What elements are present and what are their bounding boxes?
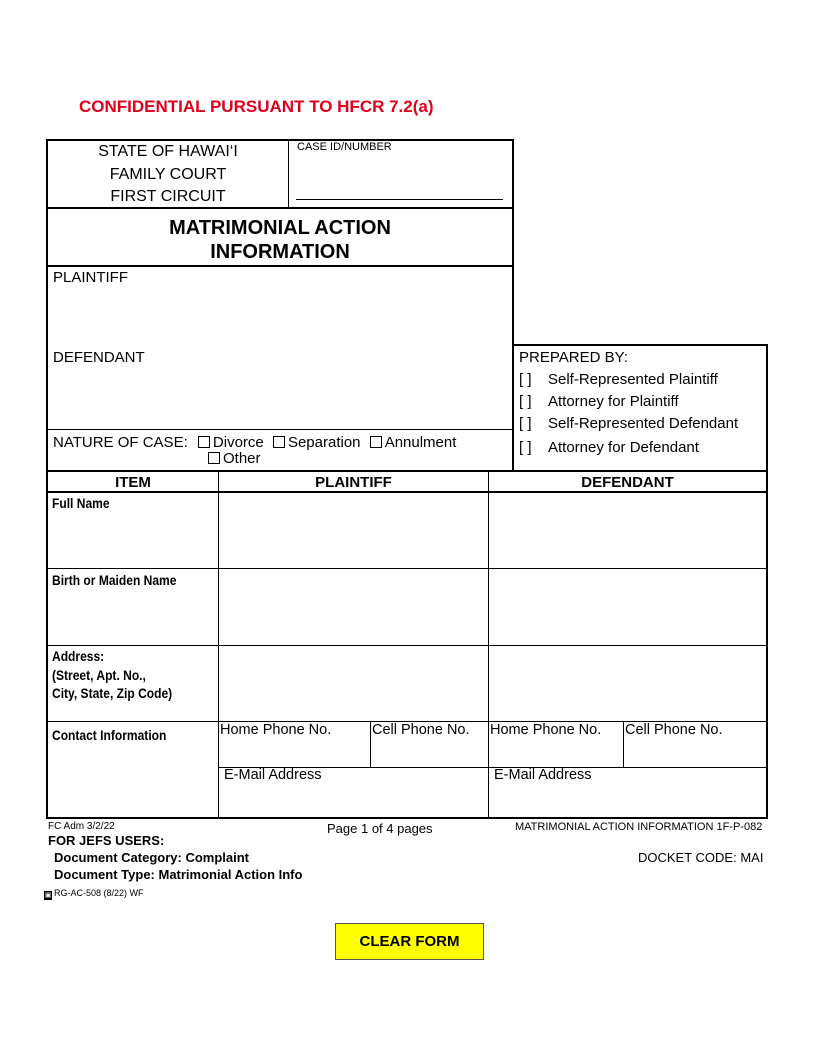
- nature-top: [46, 429, 514, 430]
- bracket-checkbox[interactable]: [ ]: [519, 393, 532, 410]
- row-label-birth-name: Birth or Maiden Name: [52, 572, 177, 588]
- doc-type: Document Type: Matrimonial Action Info: [54, 867, 303, 882]
- separation-checkbox[interactable]: [273, 436, 285, 448]
- defendant-birth-name-input[interactable]: [490, 570, 765, 644]
- header-divider: [288, 139, 289, 208]
- option-label: Self-Represented Defendant: [548, 415, 739, 432]
- jefs-info: [48, 832, 302, 883]
- header-plaintiff: PLAINTIFF: [315, 474, 392, 491]
- defendant-phone-divider: [623, 721, 624, 767]
- option-label: Attorney for Plaintiff: [548, 393, 679, 410]
- court-state: STATE OF HAWAI‘I: [98, 143, 238, 160]
- title-bottom: [46, 265, 514, 267]
- rgac-code: [44, 888, 144, 900]
- defendant-home-phone[interactable]: [490, 722, 622, 766]
- plaintiff-full-name-input[interactable]: [220, 494, 487, 567]
- case-id-label: CASE ID/NUMBER: [297, 141, 392, 153]
- cell-phone-label: Cell Phone No.: [625, 722, 723, 738]
- plaintiff-birth-name-input[interactable]: [220, 570, 487, 644]
- defendant-input[interactable]: [50, 368, 510, 426]
- address-line1: Address:: [52, 648, 105, 664]
- separation-label: Separation: [287, 434, 361, 451]
- nature-of-case: [53, 435, 456, 467]
- jefs-title: FOR JEFS USERS:: [48, 833, 165, 848]
- row-divider-1: [46, 568, 768, 569]
- other-checkbox[interactable]: [208, 452, 220, 464]
- plaintiff-cell-phone[interactable]: [372, 722, 487, 766]
- prepared-option-self-defendant[interactable]: [519, 413, 738, 435]
- plaintiff-input[interactable]: [50, 288, 510, 340]
- table-top: [46, 470, 768, 472]
- plaintiff-address-input[interactable]: [220, 647, 487, 720]
- row-label-contact: Contact Information: [52, 727, 167, 743]
- defendant-email[interactable]: [494, 767, 765, 815]
- row-divider-2: [46, 645, 768, 646]
- bracket-checkbox[interactable]: [ ]: [519, 439, 532, 456]
- nature-label: NATURE OF CASE:: [53, 434, 188, 451]
- annulment-label: Annulment: [384, 434, 457, 451]
- prepared-option-self-plaintiff[interactable]: [519, 369, 738, 391]
- divorce-label: Divorce: [212, 434, 264, 451]
- address-line2: (Street, Apt. No.,: [52, 666, 146, 683]
- prepared-by-label: PREPARED BY:: [519, 349, 628, 366]
- prepared-by: [519, 347, 738, 459]
- defendant-full-name-input[interactable]: [490, 494, 765, 567]
- frame-mid-right: [512, 139, 514, 471]
- confidential-notice: CONFIDENTIAL PURSUANT TO HFCR 7.2(a): [79, 97, 434, 116]
- form-title-line2: INFORMATION: [210, 241, 350, 263]
- rgac-text: RG-AC-508 (8/22) WF: [54, 888, 144, 898]
- divorce-checkbox[interactable]: [198, 436, 210, 448]
- form-date: FC Adm 3/2/22: [48, 821, 115, 832]
- page-number: Page 1 of 4 pages: [327, 821, 433, 836]
- table-bottom: [46, 817, 768, 819]
- prepared-top: [512, 344, 768, 346]
- prepared-option-attorney-defendant[interactable]: [519, 437, 738, 459]
- plaintiff-home-phone[interactable]: [220, 722, 369, 766]
- frame-right: [766, 344, 768, 819]
- form-title: [48, 216, 512, 264]
- cell-phone-label: Cell Phone No.: [372, 722, 470, 738]
- row-label-full-name: Full Name: [52, 495, 110, 511]
- form-title-line1: MATRIMONIAL ACTION: [169, 217, 391, 239]
- case-id-line: [296, 199, 503, 200]
- header-row-bottom: [46, 491, 768, 493]
- email-label: E-Mail Address: [494, 767, 592, 783]
- clear-form-button[interactable]: CLEAR FORM: [335, 923, 484, 960]
- plaintiff-label: PLAINTIFF: [53, 269, 129, 286]
- document-icon: ▣: [44, 892, 52, 899]
- plaintiff-phone-divider: [370, 721, 371, 767]
- address-line3: City, State, Zip Code): [52, 685, 173, 701]
- bracket-checkbox[interactable]: [ ]: [519, 371, 532, 388]
- prepared-option-attorney-plaintiff[interactable]: [519, 391, 738, 413]
- court-name: FAMILY COURT: [109, 165, 227, 183]
- plaintiff-email[interactable]: [224, 767, 487, 815]
- bracket-checkbox[interactable]: [ ]: [519, 415, 532, 432]
- header-item: ITEM: [115, 474, 151, 491]
- case-id-input[interactable]: [296, 160, 503, 198]
- court-circuit: FIRST CIRCUIT: [110, 188, 226, 205]
- annulment-checkbox[interactable]: [370, 436, 382, 448]
- home-phone-label: Home Phone No.: [220, 722, 332, 738]
- header-defendant: DEFENDANT: [581, 474, 674, 491]
- defendant-cell-phone[interactable]: [625, 722, 765, 766]
- form-name: MATRIMONIAL ACTION INFORMATION 1F-P-082: [515, 821, 763, 833]
- doc-category: Document Category: Complaint: [54, 850, 250, 865]
- court-header: [48, 141, 288, 209]
- defendant-address-input[interactable]: [490, 647, 765, 720]
- home-phone-label: Home Phone No.: [490, 722, 602, 738]
- option-label: Self-Represented Plaintiff: [548, 371, 718, 388]
- email-label: E-Mail Address: [224, 767, 322, 783]
- option-label: Attorney for Defendant: [548, 439, 699, 456]
- row-label-address: [52, 647, 172, 703]
- other-label: Other: [223, 450, 261, 467]
- docket-code: DOCKET CODE: MAI: [638, 850, 764, 865]
- defendant-label: DEFENDANT: [53, 349, 145, 366]
